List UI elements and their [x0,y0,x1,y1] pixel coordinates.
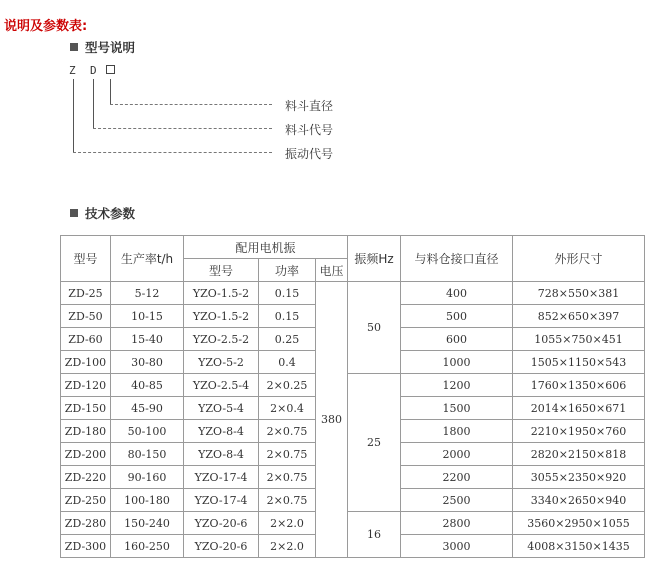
cell-motor-model: YZO-20-6 [184,512,259,535]
cell-frequency: 50 [348,282,401,374]
cell-motor-model: YZO-5-4 [184,397,259,420]
cell-dimensions: 3055×2350×920 [513,466,645,489]
connector-line-diameter [110,79,111,104]
square-bullet-icon [70,209,78,217]
cell-dimensions: 728×550×381 [513,282,645,305]
cell-frequency: 16 [348,512,401,558]
cell-dimensions: 1505×1150×543 [513,351,645,374]
connector-line-vibration-code [73,79,74,152]
cell-capacity: 150-240 [111,512,184,535]
cell-model: ZD-100 [61,351,111,374]
header-voltage: 电压 [316,259,348,282]
model-section-title: 型号说明 [85,40,136,55]
cell-model: ZD-250 [61,489,111,512]
cell-bin-diameter: 1200 [401,374,513,397]
label-vibration-code: 振动代号 [285,147,334,161]
cell-capacity: 45-90 [111,397,184,420]
cell-dimensions: 1055×750×451 [513,328,645,351]
cell-motor-model: YZO-1.5-2 [184,305,259,328]
cell-model: ZD-60 [61,328,111,351]
cell-motor-model: YZO-2.5-2 [184,328,259,351]
cell-model: ZD-25 [61,282,111,305]
cell-model: ZD-220 [61,466,111,489]
cell-capacity: 160-250 [111,535,184,558]
cell-power: 2×0.75 [259,420,316,443]
cell-motor-model: YZO-20-6 [184,535,259,558]
cell-power: 0.4 [259,351,316,374]
cell-motor-model: YZO-8-4 [184,443,259,466]
cell-bin-diameter: 3000 [401,535,513,558]
cell-motor-model: YZO-2.5-4 [184,374,259,397]
cell-dimensions: 2820×2150×818 [513,443,645,466]
cell-bin-diameter: 2500 [401,489,513,512]
header-motor-group: 配用电机振 [184,236,348,259]
cell-dimensions: 3560×2950×1055 [513,512,645,535]
cell-bin-diameter: 600 [401,328,513,351]
cell-motor-model: YZO-5-2 [184,351,259,374]
header-capacity: 生产率t/h [111,236,184,282]
cell-motor-model: YZO-8-4 [184,420,259,443]
code-letter-d: D [90,64,97,77]
dash-line-diameter [110,104,272,105]
connector-line-bin-code [93,79,94,128]
cell-dimensions: 2210×1950×760 [513,420,645,443]
cell-bin-diameter: 1500 [401,397,513,420]
cell-bin-diameter: 2200 [401,466,513,489]
placeholder-box-icon [106,65,115,74]
cell-power: 2×0.75 [259,466,316,489]
dash-line-vibration-code [73,152,272,153]
header-motor-model: 型号 [184,259,259,282]
cell-bin-diameter: 2000 [401,443,513,466]
cell-bin-diameter: 2800 [401,512,513,535]
cell-capacity: 5-12 [111,282,184,305]
cell-motor-model: YZO-17-4 [184,466,259,489]
cell-motor-model: YZO-1.5-2 [184,282,259,305]
cell-voltage: 380 [316,282,348,558]
cell-model: ZD-300 [61,535,111,558]
tech-section-heading [70,204,135,222]
page-title: 说明及参数表: [4,19,88,34]
cell-motor-model: YZO-17-4 [184,489,259,512]
cell-power: 2×2.0 [259,535,316,558]
header-frequency: 振频Hz [348,236,401,282]
cell-capacity: 30-80 [111,351,184,374]
cell-power: 2×0.25 [259,374,316,397]
cell-dimensions: 2014×1650×671 [513,397,645,420]
cell-power: 0.15 [259,305,316,328]
label-bin-code: 料斗代号 [285,123,334,137]
cell-bin-diameter: 500 [401,305,513,328]
cell-power: 2×0.75 [259,443,316,466]
header-dimensions: 外形尺寸 [513,236,645,282]
cell-power: 2×0.75 [259,489,316,512]
header-model: 型号 [61,236,111,282]
cell-capacity: 15-40 [111,328,184,351]
table-row [61,282,645,305]
cell-bin-diameter: 1000 [401,351,513,374]
header-power: 功率 [259,259,316,282]
cell-model: ZD-150 [61,397,111,420]
cell-capacity: 50-100 [111,420,184,443]
cell-power: 0.25 [259,328,316,351]
label-bin-diameter: 料斗直径 [285,99,334,113]
table-row [61,374,645,397]
cell-model: ZD-120 [61,374,111,397]
cell-model: ZD-200 [61,443,111,466]
cell-capacity: 80-150 [111,443,184,466]
cell-dimensions: 1760×1350×606 [513,374,645,397]
code-letter-z: Z [69,64,76,77]
cell-bin-diameter: 400 [401,282,513,305]
cell-dimensions: 852×650×397 [513,305,645,328]
cell-dimensions: 3340×2650×940 [513,489,645,512]
table-row [61,512,645,535]
parameter-table [60,235,645,558]
cell-capacity: 10-15 [111,305,184,328]
cell-power: 2×2.0 [259,512,316,535]
cell-capacity: 100-180 [111,489,184,512]
cell-power: 2×0.4 [259,397,316,420]
cell-capacity: 90-160 [111,466,184,489]
cell-bin-diameter: 1800 [401,420,513,443]
dash-line-bin-code [93,128,272,129]
cell-model: ZD-280 [61,512,111,535]
cell-frequency: 25 [348,374,401,512]
model-code-diagram [0,0,665,200]
tech-section-title: 技术参数 [85,206,136,221]
cell-model: ZD-50 [61,305,111,328]
header-bin-diameter: 与料仓接口直径 [401,236,513,282]
cell-power: 0.15 [259,282,316,305]
cell-model: ZD-180 [61,420,111,443]
cell-capacity: 40-85 [111,374,184,397]
cell-dimensions: 4008×3150×1435 [513,535,645,558]
